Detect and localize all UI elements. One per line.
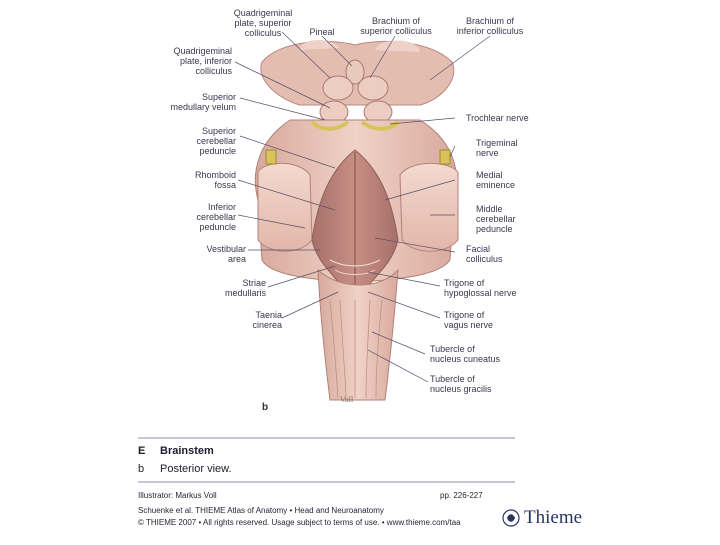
caption-sub-letter: b: [138, 463, 145, 475]
label-pineal: Pineal: [309, 27, 335, 37]
thieme-emblem-icon: [502, 509, 520, 527]
label-striae-medullaris: Striae medullaris: [224, 278, 266, 298]
label-trigeminal-nerve: Trigeminal nerve: [476, 138, 518, 158]
label-facial-colliculus: Facial colliculus: [466, 244, 503, 264]
label-quadrigeminal-superior: Quadrigeminal plate, superior colliculus: [233, 8, 293, 38]
label-brachium-inferior: Brachium of inferior colliculus: [456, 16, 524, 36]
medulla-oblongata: [318, 270, 398, 400]
label-tubercle-cuneatus: Tubercle of nucleus cuneatus: [430, 344, 501, 364]
label-inferior-cerebellar-peduncle: Inferior cerebellar peduncle: [196, 202, 236, 232]
panel-letter: b: [262, 402, 269, 413]
label-taenia-cinerea: Taenia cinerea: [252, 310, 282, 330]
middle-cerebellar-peduncle-right: [400, 163, 458, 251]
label-rhomboid-fossa: Rhomboid fossa: [194, 170, 236, 190]
label-brachium-superior: Brachium of superior colliculus: [360, 16, 432, 36]
label-superior-cerebellar-peduncle: Superior cerebellar peduncle: [196, 126, 236, 156]
trigeminal-nerve-right: [440, 150, 450, 164]
label-tubercle-gracilis: Tubercle of nucleus gracilis: [430, 374, 492, 394]
label-trigone-hypoglossal: Trigone of hypoglossal nerve: [444, 278, 517, 298]
label-trochlear-nerve: Trochlear nerve: [466, 113, 529, 123]
caption-figure-letter: E: [138, 445, 146, 457]
label-superior-medullary-velum: Superior medullary velum: [170, 92, 236, 112]
caption-subtitle: Posterior view.: [160, 463, 232, 475]
label-trigone-vagus: Trigone of vagus nerve: [444, 310, 494, 330]
thieme-logo: [502, 507, 582, 529]
copyright-notice: © THIEME 2007 • All rights reserved. Usage subject to terms of use. • www.thieme.com/taa: [138, 518, 461, 527]
illustrator-signature: Voll: [340, 395, 354, 404]
trigeminal-nerve-left: [266, 150, 276, 164]
thieme-logo-text: Thieme: [524, 507, 583, 528]
label-middle-cerebellar-peduncle: Middle cerebellar peduncle: [476, 204, 516, 234]
source-credit: Schuenke et al. THIEME Atlas of Anatomy • Head and Neuroanatomy: [138, 506, 384, 515]
label-quadrigeminal-inferior: Quadrigeminal plate, inferior colliculus: [173, 46, 232, 76]
middle-cerebellar-peduncle-left: [258, 163, 312, 251]
label-medial-eminence: Medial eminence: [476, 170, 516, 190]
caption-title: Brainstem: [160, 445, 214, 457]
illustrator-credit: Illustrator: Markus Voll: [138, 491, 217, 500]
page-reference: pp. 226-227: [440, 491, 483, 500]
label-vestibular-area: Vestibular area: [206, 244, 246, 264]
